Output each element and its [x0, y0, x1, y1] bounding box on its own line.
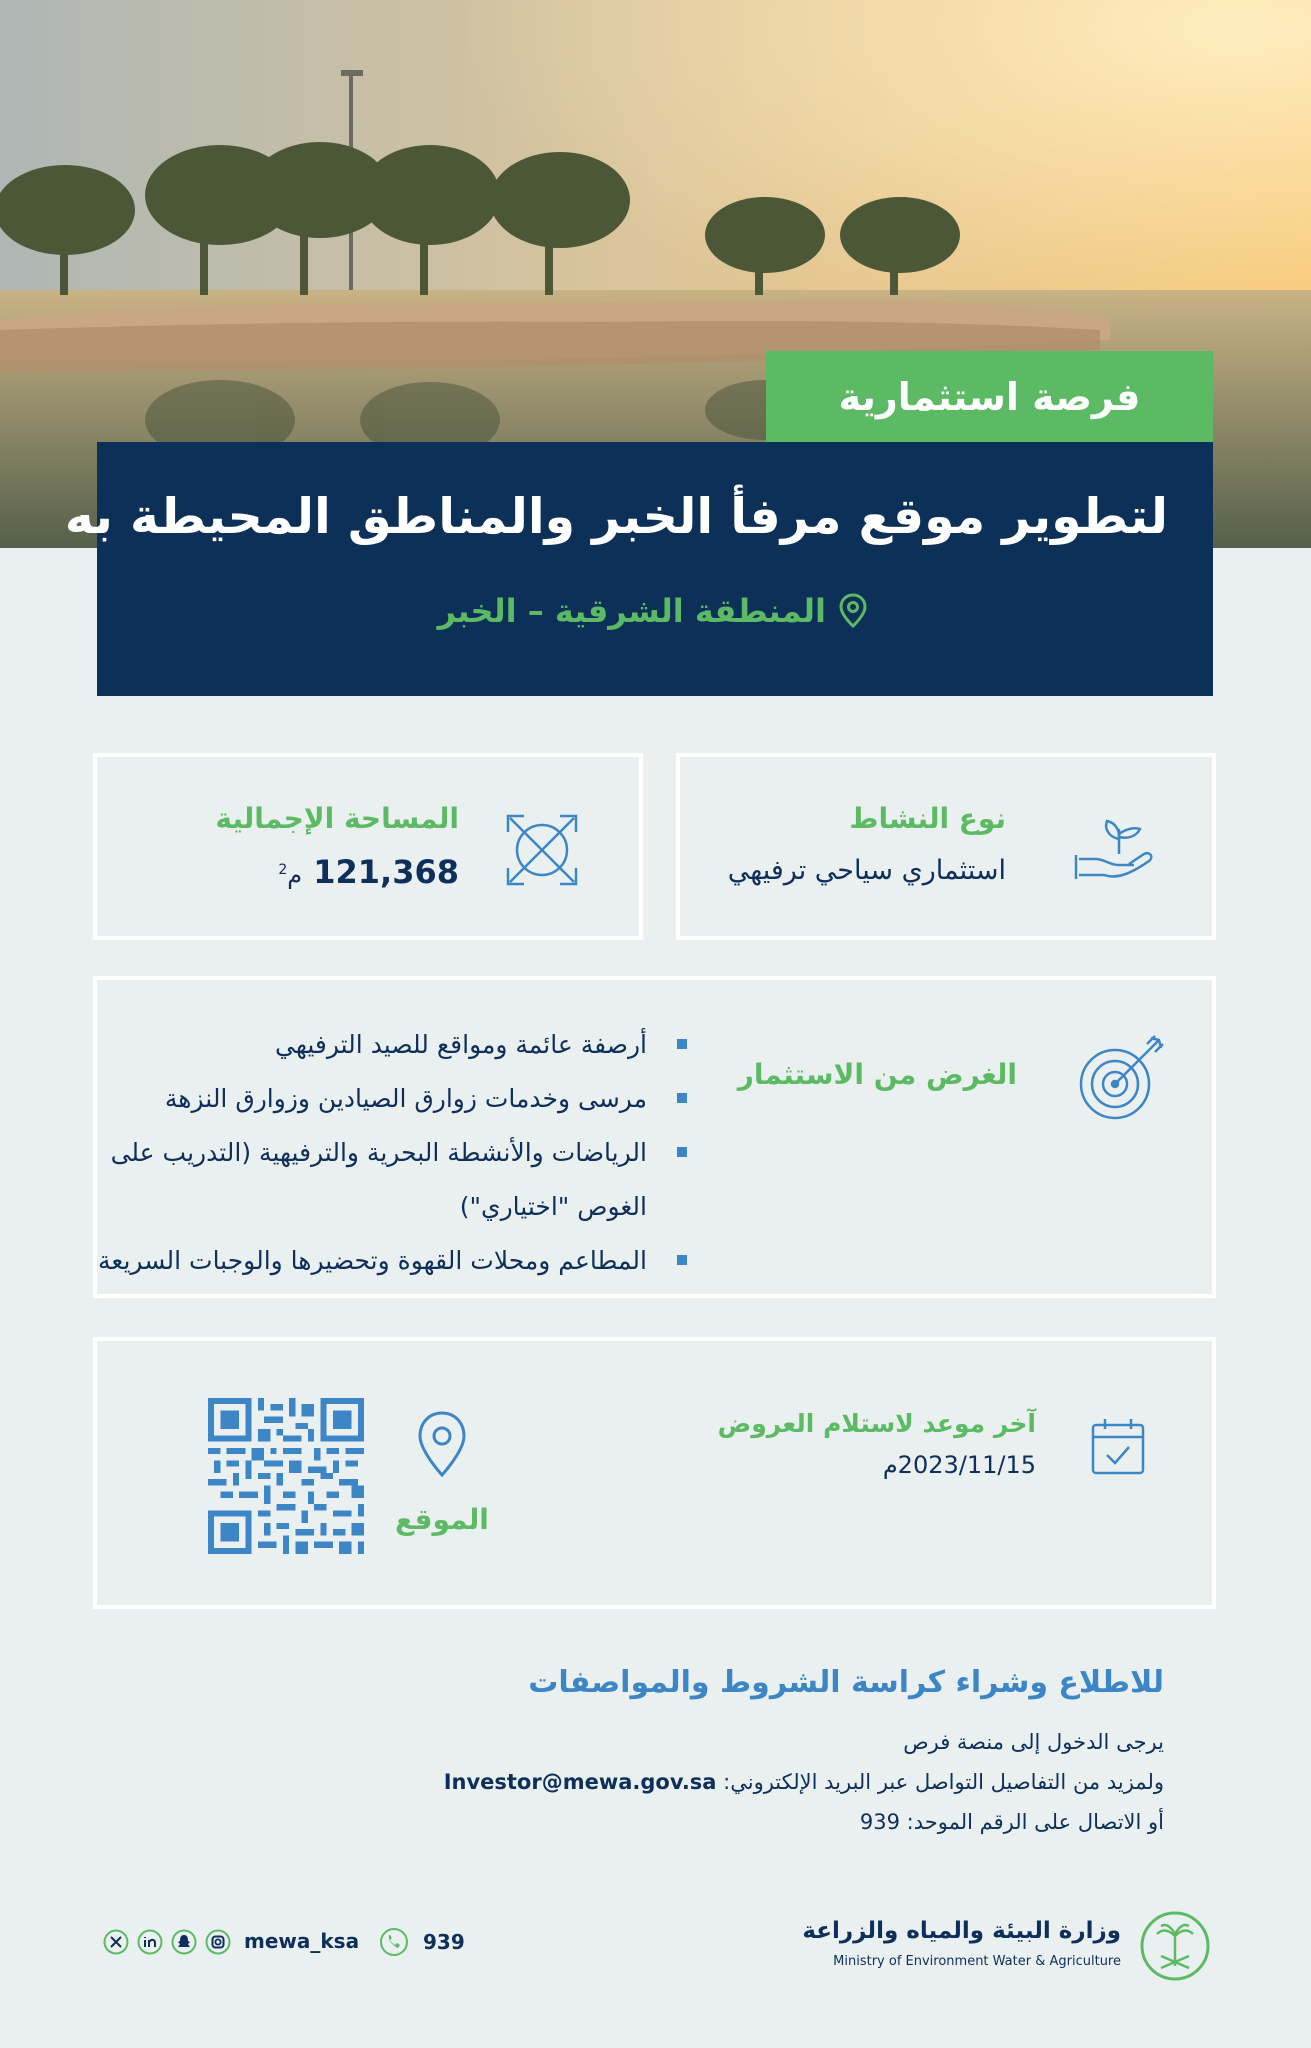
activity-value: استثماري سياحي ترفيهي — [727, 855, 1006, 886]
info-title: للاطلاع وشراء كراسة الشروط والمواصفات — [528, 1665, 1164, 1700]
ministry-emblem-icon — [1139, 1910, 1211, 1982]
list-item: المطاعم ومحلات القهوة وتحضيرها والوجبات السريعة — [87, 1234, 687, 1288]
area-value — [278, 853, 459, 891]
x-icon[interactable] — [103, 1929, 129, 1955]
target-icon — [1077, 1032, 1167, 1122]
phone-icon — [379, 1927, 409, 1957]
location-text: المنطقة الشرقية – الخبر — [437, 592, 826, 630]
title-box — [64, 442, 1213, 696]
purpose-card — [93, 976, 1216, 1298]
phone-number[interactable]: 939 — [423, 1930, 465, 1954]
info-line-2: ولمزيد من التفاصيل التواصل عبر البريد الإلكتروني: Investor@mewa.gov.sa — [443, 1770, 1164, 1794]
deadline-value: 2023/11/15م — [882, 1451, 1036, 1479]
page-title: لتطوير موقع مرفأ الخبر والمناطق المحيطة به — [64, 488, 1168, 545]
social-handle[interactable]: mewa_ksa — [244, 1929, 360, 1953]
area-label: المساحة الإجمالية — [215, 802, 459, 835]
area-unit: م$^2$ — [278, 861, 303, 889]
ministry-name-ar: وزارة البيئة والمياه والزراعة — [802, 1918, 1121, 1944]
activity-label: نوع النشاط — [849, 802, 1006, 835]
activity-card — [676, 753, 1216, 940]
map-pin-icon — [838, 593, 868, 629]
list-item: أرصفة عائمة ومواقع للصيد الترفيهي — [87, 1018, 687, 1072]
calendar-icon — [1089, 1415, 1149, 1479]
snapchat-icon[interactable] — [171, 1929, 197, 1955]
opportunity-badge: فرصة استثمارية — [766, 351, 1213, 442]
ministry-name-en: Ministry of Environment Water & Agriculture — [833, 1954, 1121, 1969]
info-line-1: يرجى الدخول إلى منصة فرص — [903, 1730, 1164, 1754]
linkedin-icon[interactable] — [137, 1929, 163, 1955]
purpose-label: الغرض من الاستثمار — [737, 1058, 1017, 1091]
list-item: الرياضات والأنشطة البحرية والترفيهية (التدريب على الغوص "اختياري") — [87, 1126, 687, 1234]
site-label: الموقع — [395, 1503, 489, 1536]
area-card — [93, 753, 643, 940]
purpose-list — [87, 1018, 687, 1288]
footer — [0, 1900, 1311, 2000]
location — [438, 592, 868, 630]
expand-area-icon — [502, 810, 582, 890]
deadline-site-card — [93, 1337, 1216, 1609]
email-link[interactable]: Investor@mewa.gov.sa — [443, 1770, 717, 1794]
qr-code[interactable] — [208, 1398, 364, 1554]
map-pin-icon — [414, 1409, 470, 1481]
area-number: 121,368 — [313, 853, 459, 891]
instagram-icon[interactable] — [205, 1929, 231, 1955]
deadline-label: آخر موعد لاستلام العروض — [717, 1409, 1036, 1438]
info-section — [264, 1665, 1164, 1842]
list-item: مرسى وخدمات زوارق الصيادين وزوارق النزهة — [87, 1072, 687, 1126]
info-line-3: أو الاتصال على الرقم الموحد: 939 — [859, 1810, 1164, 1834]
hand-plant-icon — [1074, 809, 1164, 889]
